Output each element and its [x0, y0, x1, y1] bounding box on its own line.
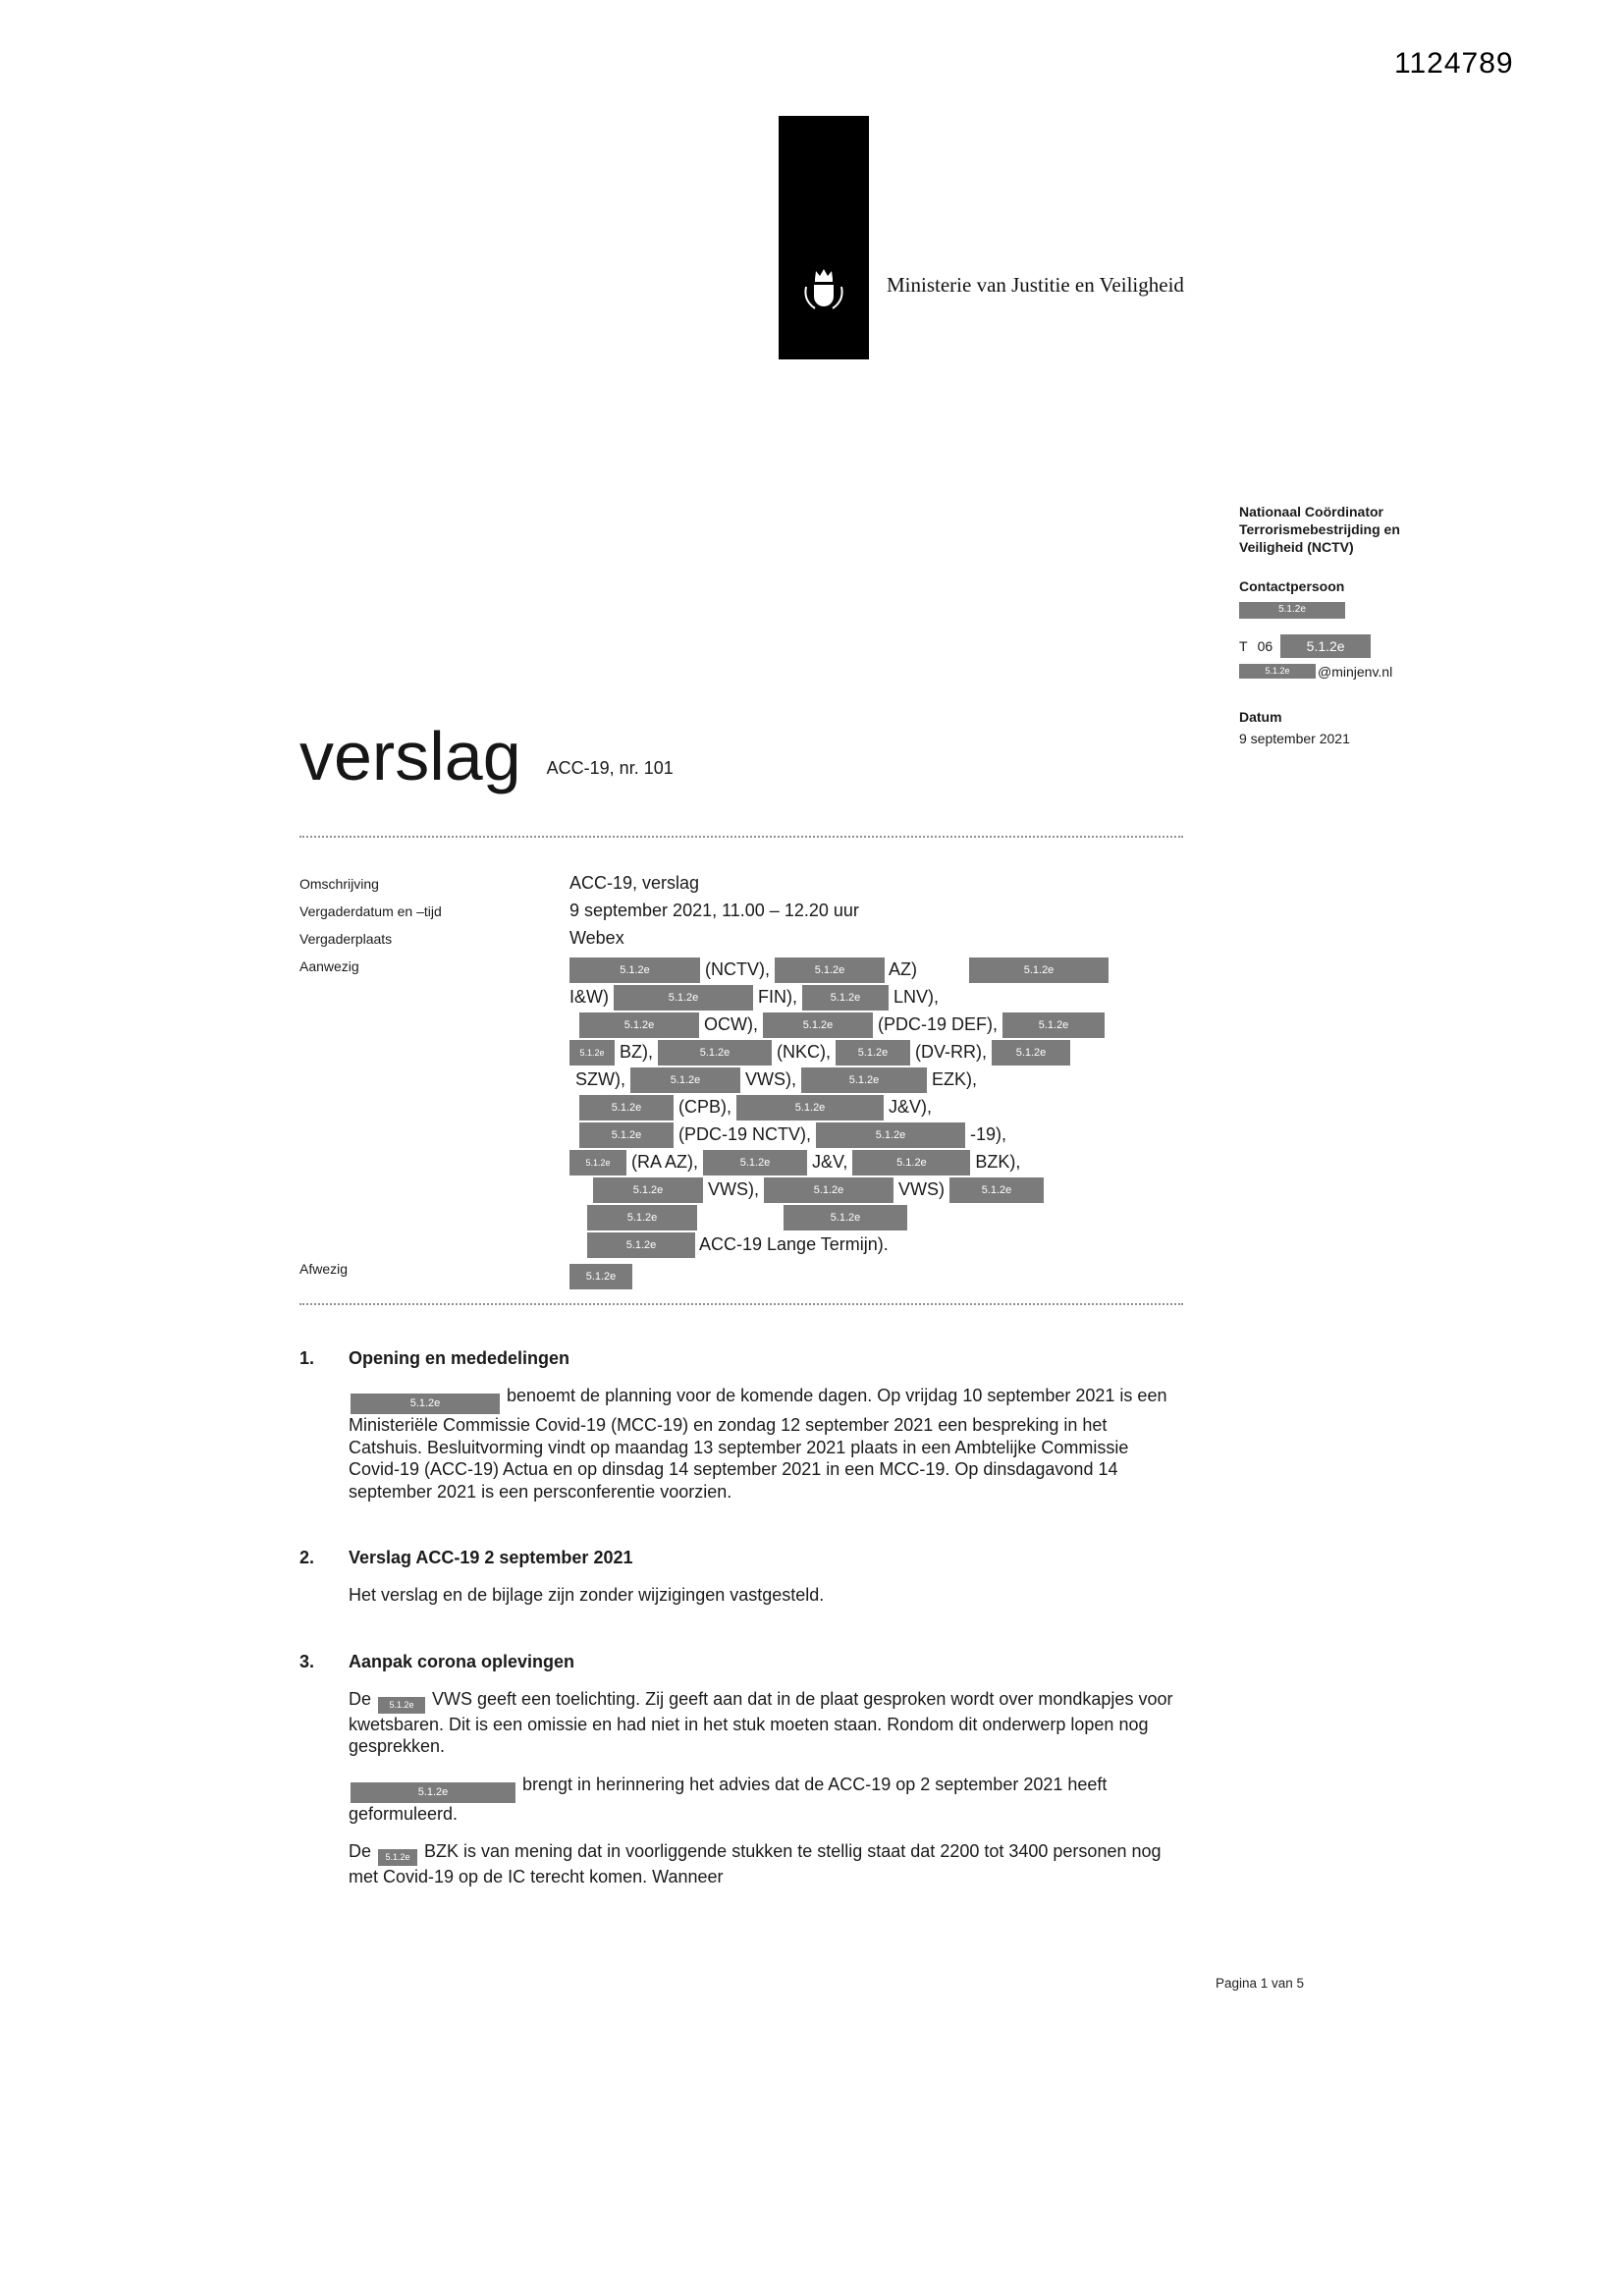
spacer [569, 1139, 579, 1140]
spacer [569, 1194, 593, 1195]
redaction-box: 5.1.2e [569, 1150, 626, 1175]
page-title: verslag [299, 718, 521, 794]
spacer [569, 1084, 575, 1085]
redaction-box: 5.1.2e [764, 1177, 893, 1203]
section-title: Opening en mededelingen [349, 1348, 570, 1368]
email-row [1239, 663, 1494, 681]
section [299, 1652, 1188, 1888]
page-subtitle: ACC-19, nr. 101 [546, 758, 674, 778]
spacer [569, 1029, 579, 1030]
redaction-box: 5.1.2e [1239, 664, 1316, 679]
spacer [697, 1222, 784, 1223]
main-content [299, 687, 1188, 1888]
rijksoverheid-logo [779, 116, 869, 359]
attendee-line: 5.1.2e (NCTV), 5.1.2e AZ) 5.1.2e [569, 956, 1109, 983]
dotted-divider [299, 836, 1183, 838]
phone-prefix: T [1239, 637, 1248, 654]
redaction-box: 5.1.2e [378, 1849, 417, 1866]
attendees-block [569, 956, 1109, 1258]
redaction-box: 5.1.2e [992, 1040, 1070, 1066]
redaction-box: 5.1.2e [802, 985, 889, 1011]
redaction-box: 5.1.2e [351, 1394, 500, 1414]
redaction-box: 5.1.2e [736, 1095, 884, 1121]
contact-block [1239, 503, 1494, 747]
document-number: 1124789 [1394, 47, 1514, 80]
redaction-box: 5.1.2e [801, 1067, 927, 1093]
contact-person-redaction [1239, 600, 1494, 619]
redaction-box: 5.1.2e [614, 985, 753, 1011]
meta-row [299, 901, 1188, 928]
attendee-line: SZW), 5.1.2e VWS), 5.1.2e EZK), [569, 1066, 1109, 1093]
section-number: 3. [299, 1651, 315, 1671]
meta-value: ACC-19, verslag [569, 873, 700, 893]
redaction-box: 5.1.2e [569, 957, 700, 983]
phone-number-start: 06 [1257, 637, 1273, 654]
meeting-meta [299, 873, 1188, 1289]
redaction-box: 5.1.2e [579, 1095, 674, 1121]
meta-value: Webex [569, 928, 624, 948]
redaction-box: 5.1.2e [587, 1232, 695, 1258]
paragraph: Het verslag en de bijlage zijn zonder wijzigingen vastgesteld. [349, 1585, 825, 1605]
email-domain: @minjenv.nl [1318, 663, 1393, 680]
redaction-box: 5.1.2e [630, 1067, 740, 1093]
redaction-box: 5.1.2e [763, 1012, 873, 1038]
attendee-line [569, 1203, 1109, 1230]
absent-block [569, 1262, 632, 1289]
attendee-line: I&W) 5.1.2e FIN), 5.1.2e LNV), [569, 983, 1109, 1011]
spacer [569, 1249, 587, 1250]
date-value: 9 september 2021 [1239, 730, 1350, 746]
spacer [569, 1222, 587, 1223]
meta-label: Aanwezig [299, 958, 359, 974]
spacer [922, 974, 969, 975]
redaction-box: 5.1.2e [775, 957, 885, 983]
redaction-box: 5.1.2e [351, 1782, 515, 1803]
meta-row [299, 928, 1188, 956]
redaction-box: 5.1.2e [703, 1150, 807, 1175]
paragraph: 5.1.2e brengt in herinnering het advies dat de ACC-19 op 2 september 2021 heeft geformuleerd. [349, 1774, 1108, 1824]
redaction-box: 5.1.2e [784, 1205, 907, 1230]
section [299, 1548, 1188, 1607]
redaction-box: 5.1.2e [949, 1177, 1044, 1203]
redaction-box: 5.1.2e [593, 1177, 703, 1203]
section-body [349, 1548, 1178, 1607]
paragraph: 5.1.2e benoemt de planning voor de komende dagen. Op vrijdag 10 september 2021 is een Ministeriële Commissie Covid-19 (MCC-19) en zondag 12 september 2021 een bespreking in het Catshuis. Besluitvorming vindt op maandag 13 september 2021 plaats in een Ambtelijke Commissie Covid-19 (ACC-19) Actua en op dinsdag 14 september 2021 in een MCC-19. Op dinsdagavond 14 september 2021 is een persconferentie voorzien. [349, 1386, 1167, 1502]
dotted-divider [299, 1303, 1183, 1305]
attendee-line: 5.1.2e (PDC-19 NCTV), 5.1.2e -19), [569, 1121, 1109, 1148]
section-number: 2. [299, 1548, 315, 1567]
ministry-title: Ministerie van Justitie en Veiligheid [887, 273, 1184, 297]
attendee-line: 5.1.2e (CPB), 5.1.2e J&V), [569, 1093, 1109, 1121]
section-body [349, 1348, 1178, 1503]
absent-row [299, 1258, 1188, 1289]
attendee-line: 5.1.2e OCW), 5.1.2e (PDC-19 DEF), 5.1.2e [569, 1011, 1109, 1038]
attendee-line: 5.1.2e VWS), 5.1.2e VWS) 5.1.2e [569, 1175, 1109, 1203]
date-label: Datum [1239, 708, 1282, 725]
redaction-box: 5.1.2e [969, 957, 1109, 983]
section [299, 1348, 1188, 1503]
redaction-box: 5.1.2e [852, 1150, 970, 1175]
attendees-row [299, 956, 1188, 1258]
redaction-box: 5.1.2e [816, 1122, 965, 1148]
meta-value: 9 september 2021, 11.00 – 12.20 uur [569, 901, 859, 920]
meta-label: Vergaderdatum en –tijd [299, 903, 442, 919]
contact-person-label: Contactpersoon [1239, 578, 1345, 594]
redaction-box: 5.1.2e [587, 1205, 697, 1230]
redaction-box: 5.1.2e [378, 1697, 425, 1714]
redaction-box: 5.1.2e [658, 1040, 772, 1066]
redaction-box: 5.1.2e [579, 1012, 699, 1038]
attendee-line: 5.1.2e (RA AZ), 5.1.2e J&V, 5.1.2e BZK), [569, 1148, 1109, 1175]
meta-label: Afwezig [299, 1261, 349, 1277]
meta-label: Omschrijving [299, 876, 379, 892]
redaction-box: 5.1.2e [1002, 1012, 1105, 1038]
attendee-line: 5.1.2e ACC-19 Lange Termijn). [569, 1230, 1109, 1258]
redaction-box: 5.1.2e [1280, 634, 1371, 658]
page-indicator: Pagina 1 van 5 [1216, 1976, 1305, 1991]
redaction-box: 5.1.2e [569, 1264, 632, 1289]
org-name: Nationaal Coördinator Terrorismebestrijding en Veiligheid (NCTV) [1239, 504, 1400, 555]
redaction-box: 5.1.2e [569, 1040, 615, 1066]
section-title: Verslag ACC-19 2 september 2021 [349, 1548, 633, 1567]
redaction-box: 5.1.2e [579, 1122, 674, 1148]
section-body [349, 1652, 1178, 1888]
sections [299, 1348, 1188, 1888]
section-title: Aanpak corona oplevingen [349, 1651, 575, 1671]
title-row [299, 687, 1188, 794]
meta-row [299, 873, 1188, 901]
redaction-box: 5.1.2e [1239, 602, 1345, 619]
attendee-line: 5.1.2e BZ), 5.1.2e (NKC), 5.1.2e (DV-RR), 5.1.2e [569, 1038, 1109, 1066]
paragraph: De 5.1.2e BZK is van mening dat in voorliggende stukken te stellig staat dat 2200 tot 3400 personen nog met Covid-19 op de IC terecht komen. Wanneer [349, 1841, 1162, 1886]
section-number: 1. [299, 1348, 315, 1368]
paragraph: De 5.1.2e VWS geeft een toelichting. Zij geeft aan dat in de plaat gesproken wordt over mondkapjes voor kwetsbaren. Dit is een omissie en had niet in het stuk moeten staan. Rondom dit onderwerp lopen nog gesprekken. [349, 1688, 1173, 1756]
phone-row [1239, 634, 1494, 658]
meta-label: Vergaderplaats [299, 931, 393, 947]
redaction-box: 5.1.2e [836, 1040, 910, 1066]
coat-of-arms-icon [801, 264, 846, 334]
spacer [569, 1112, 579, 1113]
